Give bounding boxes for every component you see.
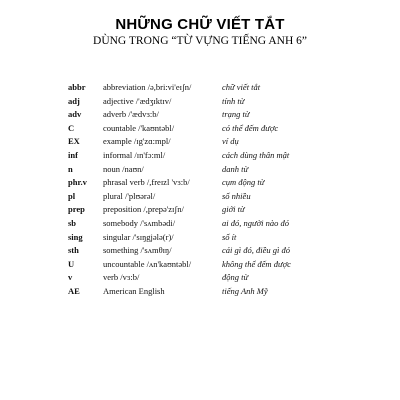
table-row [68, 135, 368, 149]
full-form-cell: adverb /'ædvɜ:b/ [103, 109, 159, 120]
meaning-cell: số nhiều [222, 190, 251, 201]
meaning-cell: cụm động từ [222, 177, 265, 188]
abbreviation-cell: v [68, 272, 73, 283]
abbreviation-cell: U [68, 258, 75, 269]
full-form-cell: uncountable /ʌn'kaʊntəbl/ [103, 258, 192, 269]
table-row [68, 203, 368, 217]
abbreviation-cell: AE [68, 285, 80, 296]
meaning-cell: trạng từ [222, 109, 250, 120]
meaning-cell: chữ viết tắt [222, 82, 261, 92]
table-row [68, 81, 368, 95]
abbreviation-cell: sing [68, 231, 83, 242]
meaning-cell: số ít [222, 231, 237, 242]
full-form-cell: verb /vɜ:b/ [103, 272, 140, 283]
table-row [68, 176, 368, 190]
meaning-cell: không thể đếm được [222, 258, 291, 269]
meaning-cell: giới từ [222, 204, 245, 215]
abbreviation-cell: adv [68, 109, 82, 120]
meaning-cell: có thể đếm được [222, 122, 279, 133]
table-row [68, 271, 368, 285]
full-form-cell: plural /'plʊərəl/ [103, 190, 156, 201]
abbreviation-cell: phr.v [68, 177, 87, 188]
page-subtitle: DÙNG TRONG “TỪ VỰNG TIẾNG ANH 6” [93, 35, 307, 47]
table-row [68, 122, 368, 136]
table-row [68, 217, 368, 231]
abbreviation-cell: sth [68, 245, 79, 256]
abbreviation-cell: C [68, 122, 75, 133]
page-title: NHỮNG CHỮ VIẾT TẮT [115, 16, 285, 33]
meaning-cell: tiếng Anh Mỹ [222, 285, 268, 296]
table-row [68, 163, 368, 177]
table-row [68, 190, 368, 204]
full-form-cell: example /ɪg'zɑ:mpl/ [103, 136, 171, 147]
abbreviation-cell: abbr [68, 82, 86, 92]
meaning-cell: ví dụ [222, 136, 239, 147]
abbreviation-cell: adj [68, 95, 80, 106]
full-form-cell: something /'sʌmθɪŋ/ [103, 245, 172, 256]
table-row [68, 244, 368, 258]
meaning-cell: động từ [222, 272, 249, 283]
meaning-cell: cái gì đó, điều gì đó [222, 245, 290, 256]
abbreviation-cell: inf [68, 149, 78, 160]
full-form-cell: American English [103, 285, 165, 296]
meaning-cell: danh từ [222, 163, 249, 174]
table-row [68, 231, 368, 245]
table-row [68, 149, 368, 163]
table-row [68, 108, 368, 122]
full-form-cell: preposition /,prepə'zɪʃn/ [103, 204, 184, 215]
abbreviation-cell: EX [68, 136, 80, 147]
abbreviation-cell: prep [68, 204, 85, 215]
full-form-cell: countable /'kaʊntəbl/ [103, 122, 175, 133]
full-form-cell: phrasal verb /,freɪzl 'vɜ:b/ [103, 177, 190, 188]
table-row [68, 95, 368, 109]
table-row [68, 258, 368, 272]
abbreviation-cell: sb [68, 217, 77, 228]
full-form-cell: somebody /'sʌmbədi/ [103, 217, 176, 228]
full-form-cell: abbreviation /ə,bri:vi'eɪʃn/ [103, 82, 192, 92]
full-form-cell: adjective /'ædʒɪktɪv/ [103, 95, 172, 106]
meaning-cell: cách dùng thân mật [222, 149, 290, 160]
abbreviation-cell: pl [68, 190, 76, 201]
full-form-cell: singular /'sɪŋgjələ(r)/ [103, 231, 174, 242]
table-row [68, 285, 368, 299]
abbreviation-cell: n [68, 163, 73, 174]
meaning-cell: tính từ [222, 95, 245, 106]
abbreviation-table [68, 81, 368, 299]
full-form-cell: noun /naʊn/ [103, 163, 144, 174]
full-form-cell: informal /ɪn'fɔ:ml/ [103, 149, 166, 160]
meaning-cell: ai đó, người nào đó [222, 217, 290, 228]
